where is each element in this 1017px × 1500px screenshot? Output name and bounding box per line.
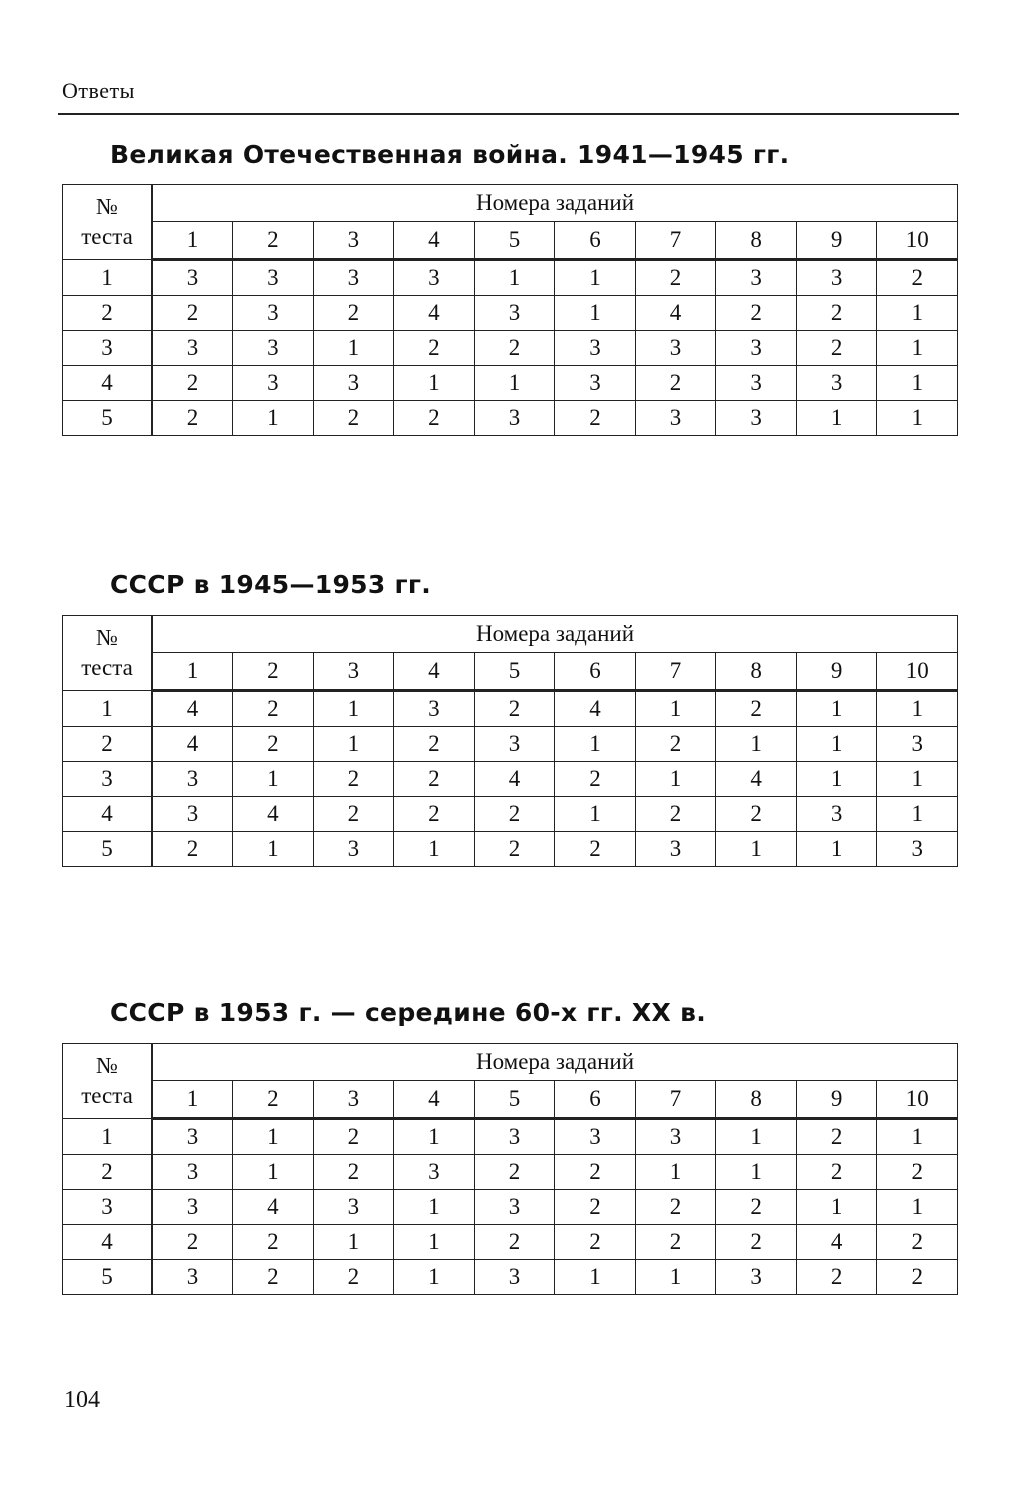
table-row xyxy=(63,1155,958,1190)
answer-cell: 1 xyxy=(877,1190,958,1225)
answer-cell: 3 xyxy=(233,331,314,366)
answer-cell: 3 xyxy=(635,832,716,867)
answer-cell: 1 xyxy=(635,691,716,727)
answer-cell: 1 xyxy=(635,1155,716,1190)
answer-cell: 1 xyxy=(635,762,716,797)
answer-cell: 2 xyxy=(394,797,475,832)
task-number: 10 xyxy=(877,653,958,691)
answer-cell: 3 xyxy=(152,797,233,832)
answer-cell: 1 xyxy=(313,331,394,366)
answer-cell: 3 xyxy=(716,1260,797,1295)
test-number-cell: 2 xyxy=(63,1155,153,1190)
answer-cell: 3 xyxy=(474,727,555,762)
table-row xyxy=(63,401,958,436)
task-number: 5 xyxy=(474,222,555,260)
answer-cell: 3 xyxy=(635,401,716,436)
answer-cell: 1 xyxy=(313,727,394,762)
answer-cell: 1 xyxy=(796,727,877,762)
answer-cell: 1 xyxy=(233,832,314,867)
answer-cell: 2 xyxy=(635,1190,716,1225)
task-number: 4 xyxy=(394,222,475,260)
answer-cell: 3 xyxy=(716,260,797,296)
answer-cell: 2 xyxy=(394,727,475,762)
tasks-header: Номера заданий xyxy=(152,185,958,222)
answer-cell: 2 xyxy=(796,1260,877,1295)
answer-cell: 3 xyxy=(555,1119,636,1155)
answer-cell: 1 xyxy=(555,727,636,762)
test-number-cell: 1 xyxy=(63,691,153,727)
table-row xyxy=(63,260,958,296)
answer-cell: 3 xyxy=(313,366,394,401)
task-number: 6 xyxy=(555,1081,636,1119)
answer-cell: 2 xyxy=(313,762,394,797)
answer-cell: 3 xyxy=(152,1155,233,1190)
answer-cell: 2 xyxy=(716,1225,797,1260)
answer-cell: 1 xyxy=(474,366,555,401)
answer-cell: 4 xyxy=(555,691,636,727)
answer-cell: 2 xyxy=(555,832,636,867)
answer-cell: 2 xyxy=(716,797,797,832)
running-head: Ответы xyxy=(62,78,135,103)
answer-cell: 1 xyxy=(796,1190,877,1225)
answer-cell: 2 xyxy=(877,1155,958,1190)
task-number: 7 xyxy=(635,222,716,260)
answer-cell: 3 xyxy=(716,331,797,366)
answer-cell: 1 xyxy=(716,1119,797,1155)
table-row xyxy=(63,331,958,366)
answer-cell: 4 xyxy=(233,1190,314,1225)
answer-cell: 3 xyxy=(635,331,716,366)
answer-cell: 1 xyxy=(394,1260,475,1295)
answer-cell: 2 xyxy=(152,1225,233,1260)
answer-cell: 1 xyxy=(233,762,314,797)
answer-cell: 4 xyxy=(716,762,797,797)
answer-cell: 2 xyxy=(394,401,475,436)
test-number-cell: 5 xyxy=(63,1260,153,1295)
table-row xyxy=(63,366,958,401)
test-number-cell: 1 xyxy=(63,1119,153,1155)
answer-cell: 2 xyxy=(877,1260,958,1295)
task-number: 6 xyxy=(555,653,636,691)
answer-cell: 3 xyxy=(474,296,555,331)
answer-cell: 2 xyxy=(233,727,314,762)
task-number: 1 xyxy=(152,222,233,260)
answer-cell: 1 xyxy=(555,296,636,331)
table-row xyxy=(63,1225,958,1260)
test-number-header: № теста xyxy=(63,1044,153,1119)
answer-cell: 3 xyxy=(394,691,475,727)
task-number: 8 xyxy=(716,653,797,691)
answer-cell: 1 xyxy=(555,1260,636,1295)
answer-cell: 3 xyxy=(313,832,394,867)
answer-cell: 1 xyxy=(394,1119,475,1155)
answer-cell: 3 xyxy=(555,331,636,366)
answer-cell: 3 xyxy=(474,1260,555,1295)
answer-cell: 1 xyxy=(716,1155,797,1190)
test-number-header: № теста xyxy=(63,185,153,260)
answer-cell: 2 xyxy=(313,1119,394,1155)
task-number: 8 xyxy=(716,1081,797,1119)
task-number: 1 xyxy=(152,653,233,691)
answer-cell: 2 xyxy=(716,296,797,331)
answer-cell: 3 xyxy=(474,1190,555,1225)
task-numbers-row xyxy=(63,1081,958,1119)
answer-cell: 1 xyxy=(877,1119,958,1155)
answer-cell: 1 xyxy=(877,401,958,436)
test-number-cell: 2 xyxy=(63,727,153,762)
task-numbers-row xyxy=(63,653,958,691)
answer-cell: 1 xyxy=(877,691,958,727)
answer-cell: 2 xyxy=(474,1155,555,1190)
answer-cell: 2 xyxy=(474,691,555,727)
header-rule xyxy=(58,113,959,115)
test-number-cell: 1 xyxy=(63,260,153,296)
answer-cell: 3 xyxy=(152,260,233,296)
answer-cell: 1 xyxy=(877,797,958,832)
answer-cell: 1 xyxy=(233,1155,314,1190)
answer-cell: 2 xyxy=(555,1225,636,1260)
task-number: 3 xyxy=(313,1081,394,1119)
answer-cell: 1 xyxy=(877,331,958,366)
answer-cell: 2 xyxy=(474,331,555,366)
section-title-2: СССР в 1945—1953 гг. xyxy=(110,570,432,599)
answer-cell: 2 xyxy=(877,1225,958,1260)
answer-cell: 2 xyxy=(152,401,233,436)
task-number: 5 xyxy=(474,653,555,691)
answer-table-2 xyxy=(62,615,958,867)
answer-cell: 2 xyxy=(313,296,394,331)
answer-cell: 2 xyxy=(313,797,394,832)
task-number: 3 xyxy=(313,653,394,691)
answer-cell: 3 xyxy=(313,260,394,296)
answer-cell: 1 xyxy=(877,296,958,331)
answer-cell: 4 xyxy=(152,727,233,762)
answer-cell: 2 xyxy=(635,797,716,832)
task-number: 9 xyxy=(796,1081,877,1119)
answer-cell: 1 xyxy=(233,1119,314,1155)
table-row xyxy=(63,762,958,797)
answer-cell: 3 xyxy=(152,1260,233,1295)
table-row xyxy=(63,727,958,762)
answer-cell: 3 xyxy=(313,1190,394,1225)
answer-cell: 2 xyxy=(555,1155,636,1190)
page-number: 104 xyxy=(64,1387,100,1413)
answer-cell: 1 xyxy=(877,762,958,797)
answer-cell: 1 xyxy=(796,691,877,727)
task-number: 9 xyxy=(796,222,877,260)
answer-cell: 2 xyxy=(152,832,233,867)
answer-cell: 1 xyxy=(716,832,797,867)
answer-cell: 3 xyxy=(233,260,314,296)
table-row xyxy=(63,1190,958,1225)
answer-cell: 2 xyxy=(313,401,394,436)
table-row xyxy=(63,691,958,727)
test-number-cell: 4 xyxy=(63,1225,153,1260)
answer-cell: 2 xyxy=(233,1225,314,1260)
answer-cell: 4 xyxy=(796,1225,877,1260)
test-number-cell: 3 xyxy=(63,1190,153,1225)
answer-cell: 1 xyxy=(313,691,394,727)
tasks-header: Номера заданий xyxy=(152,616,958,653)
answer-cell: 2 xyxy=(152,296,233,331)
answer-cell: 3 xyxy=(394,260,475,296)
answer-cell: 2 xyxy=(796,296,877,331)
answer-cell: 1 xyxy=(394,366,475,401)
answer-cell: 2 xyxy=(635,1225,716,1260)
answer-cell: 3 xyxy=(796,260,877,296)
task-number: 2 xyxy=(233,222,314,260)
answer-table-3 xyxy=(62,1043,958,1295)
answer-cell: 1 xyxy=(394,832,475,867)
answer-cell: 4 xyxy=(152,691,233,727)
test-number-cell: 4 xyxy=(63,797,153,832)
task-number: 3 xyxy=(313,222,394,260)
table-row xyxy=(63,832,958,867)
answer-cell: 3 xyxy=(152,762,233,797)
answer-cell: 4 xyxy=(394,296,475,331)
task-number: 7 xyxy=(635,1081,716,1119)
answer-cell: 3 xyxy=(233,296,314,331)
section-title-3: СССР в 1953 г. — середине 60-х гг. XX в. xyxy=(110,998,706,1027)
task-number: 6 xyxy=(555,222,636,260)
test-number-header: № теста xyxy=(63,616,153,691)
test-number-cell: 3 xyxy=(63,762,153,797)
answer-cell: 3 xyxy=(796,366,877,401)
task-number: 4 xyxy=(394,1081,475,1119)
answer-cell: 3 xyxy=(635,1119,716,1155)
answer-cell: 1 xyxy=(474,260,555,296)
answer-cell: 1 xyxy=(555,797,636,832)
answer-cell: 1 xyxy=(394,1225,475,1260)
answer-cell: 4 xyxy=(233,797,314,832)
answer-cell: 2 xyxy=(635,260,716,296)
answer-cell: 3 xyxy=(474,1119,555,1155)
task-number: 5 xyxy=(474,1081,555,1119)
table-row xyxy=(63,1260,958,1295)
answer-cell: 2 xyxy=(313,1260,394,1295)
answer-cell: 1 xyxy=(796,762,877,797)
answer-cell: 3 xyxy=(716,401,797,436)
test-number-cell: 5 xyxy=(63,832,153,867)
answer-cell: 2 xyxy=(716,1190,797,1225)
table-row xyxy=(63,296,958,331)
answer-cell: 3 xyxy=(152,1190,233,1225)
answer-cell: 3 xyxy=(152,1119,233,1155)
answer-cell: 2 xyxy=(796,331,877,366)
answer-cell: 3 xyxy=(796,797,877,832)
section-title-1: Великая Отечественная война. 1941—1945 гг. xyxy=(110,140,790,169)
answer-cell: 1 xyxy=(233,401,314,436)
test-number-cell: 2 xyxy=(63,296,153,331)
answer-cell: 2 xyxy=(152,366,233,401)
answer-cell: 2 xyxy=(796,1119,877,1155)
answer-cell: 4 xyxy=(474,762,555,797)
answer-cell: 2 xyxy=(394,762,475,797)
test-number-cell: 5 xyxy=(63,401,153,436)
answer-cell: 1 xyxy=(635,1260,716,1295)
task-number: 8 xyxy=(716,222,797,260)
answer-cell: 1 xyxy=(394,1190,475,1225)
answer-cell: 2 xyxy=(313,1155,394,1190)
answer-cell: 1 xyxy=(796,832,877,867)
answer-cell: 3 xyxy=(877,727,958,762)
answer-cell: 3 xyxy=(474,401,555,436)
answer-cell: 1 xyxy=(313,1225,394,1260)
task-number: 10 xyxy=(877,222,958,260)
answer-cell: 1 xyxy=(555,260,636,296)
table-row xyxy=(63,1119,958,1155)
test-number-cell: 4 xyxy=(63,366,153,401)
answer-cell: 3 xyxy=(233,366,314,401)
answer-cell: 3 xyxy=(394,1155,475,1190)
answer-cell: 2 xyxy=(233,691,314,727)
task-number: 4 xyxy=(394,653,475,691)
task-numbers-row xyxy=(63,222,958,260)
answer-cell: 2 xyxy=(394,331,475,366)
task-number: 7 xyxy=(635,653,716,691)
answer-cell: 1 xyxy=(716,727,797,762)
answer-cell: 2 xyxy=(635,366,716,401)
answer-cell: 3 xyxy=(716,366,797,401)
answer-cell: 2 xyxy=(555,762,636,797)
answer-cell: 2 xyxy=(474,832,555,867)
answer-cell: 3 xyxy=(877,832,958,867)
answer-cell: 2 xyxy=(474,1225,555,1260)
answer-cell: 1 xyxy=(877,366,958,401)
answer-cell: 1 xyxy=(796,401,877,436)
task-number: 10 xyxy=(877,1081,958,1119)
answer-cell: 3 xyxy=(555,366,636,401)
answer-cell: 3 xyxy=(152,331,233,366)
answer-cell: 4 xyxy=(635,296,716,331)
tasks-header: Номера заданий xyxy=(152,1044,958,1081)
task-number: 1 xyxy=(152,1081,233,1119)
answer-cell: 2 xyxy=(555,401,636,436)
task-number: 2 xyxy=(233,1081,314,1119)
task-number: 2 xyxy=(233,653,314,691)
test-number-cell: 3 xyxy=(63,331,153,366)
answer-cell: 2 xyxy=(716,691,797,727)
table-row xyxy=(63,797,958,832)
answer-cell: 2 xyxy=(877,260,958,296)
answer-cell: 2 xyxy=(635,727,716,762)
answer-cell: 2 xyxy=(796,1155,877,1190)
answer-cell: 2 xyxy=(474,797,555,832)
answer-table-1 xyxy=(62,184,958,436)
answer-cell: 2 xyxy=(233,1260,314,1295)
answer-cell: 2 xyxy=(555,1190,636,1225)
task-number: 9 xyxy=(796,653,877,691)
